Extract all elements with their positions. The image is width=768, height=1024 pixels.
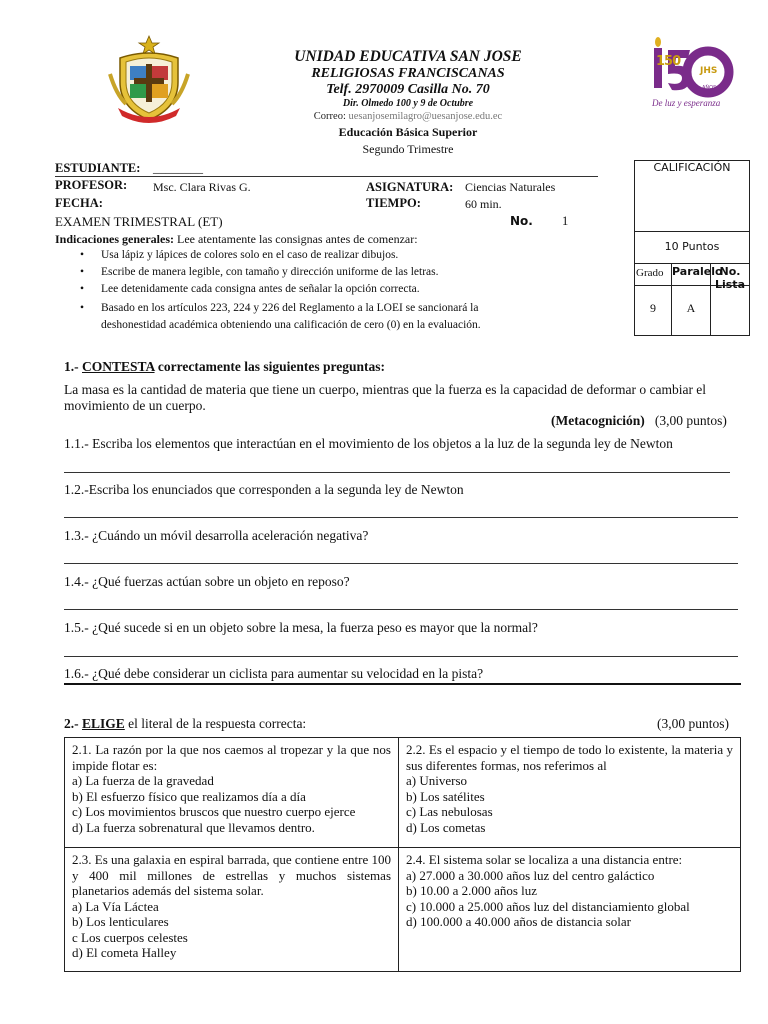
answer-line-1-1[interactable]: [64, 472, 730, 473]
grade-divider-2: [635, 263, 749, 264]
option-b[interactable]: b) Los satélites: [406, 788, 485, 804]
instruction-item: • Lee detenidamente cada consigna antes de señalar la opción correcta.: [80, 283, 420, 295]
exam-type: EXAMEN TRIMESTRAL (ET): [55, 214, 223, 229]
question-1-1: 1.1.- Escriba los elementos que interactúan en el movimiento de los objetos a la luz de la segunda ley de Newton: [64, 436, 673, 451]
answer-line-1-4[interactable]: [64, 609, 738, 610]
student-name-field[interactable]: ________: [153, 161, 203, 175]
instructions-label: Indicaciones generales:: [55, 232, 174, 246]
education-level: Educación Básica Superior: [338, 125, 478, 139]
bullet-icon: •: [80, 283, 85, 295]
exam-number-value: 1: [562, 214, 569, 228]
instruction-item: • Basado en los artículos 223, 224 y 226 del Reglamento a la LOEI se sancionará la: [80, 302, 479, 314]
religious-order: RELIGIOSAS FRANCISCANAS: [311, 66, 505, 81]
subject-value: Ciencias Naturales: [465, 180, 556, 194]
question-2-2-stem: 2.2. Es el espacio y el tiempo de todo lo existente, la materia y sus diferentes formas, nos referimos al: [406, 742, 733, 773]
anniversary-motto: De luz y esperanza: [652, 98, 721, 108]
option-c[interactable]: c) Los movimientos bruscos que nuestro cuerpo ejerce: [72, 804, 356, 819]
school-term: Segundo Trimestre: [362, 142, 454, 156]
option-a[interactable]: a) La Vía Láctea: [72, 898, 159, 914]
question-2-1-cell: [64, 737, 399, 848]
time-label: TIEMPO:: [366, 196, 421, 210]
anniversary-years: AÑOS: [702, 85, 717, 91]
email-line: [230, 111, 586, 122]
option-c[interactable]: c) 10.000 a 25.000 años luz del distanciamiento global: [406, 898, 690, 914]
question-1-6: 1.6.- ¿Qué debe considerar un ciclista para aumentar su velocidad en la pista?: [64, 666, 484, 681]
option-d[interactable]: d) 100.000 a 40.000 años de distancia solar: [406, 914, 631, 929]
section1-points-line: [551, 413, 727, 429]
school-crest-logo: [106, 34, 192, 126]
question-2-3-stem: 2.3. Es una galaxia en espiral barrada, que contiene entre 100 y 400 mil millones de estrellas y muchos sistemas planetarios además del sistema solar.: [72, 852, 391, 898]
exam-number-label: No.: [510, 214, 533, 228]
school-address: Dir. Olmedo 100 y 9 de Octubre: [342, 98, 474, 109]
student-label: ESTUDIANTE:: [55, 161, 141, 175]
bullet-icon: •: [80, 302, 85, 314]
question-1-5: 1.5.- ¿Qué sucede si en un objeto sobre la mesa, la fuerza peso es mayor que la normal?: [64, 620, 538, 635]
question-1-4: 1.4.- ¿Qué fuerzas actúan sobre un objeto en reposo?: [64, 574, 350, 589]
answer-line-1-2[interactable]: [64, 517, 738, 518]
section1-intro: La masa es la cantidad de materia que tiene un cuerpo, mientras que la fuerza es la capacidad de deformar o cambiar el movimiento de un cuerpo.: [64, 382, 707, 413]
option-a[interactable]: a) La fuerza de la gravedad: [72, 773, 214, 788]
anniversary-jhs: JHS: [700, 66, 718, 76]
option-a[interactable]: a) 27.000 a 30.000 años luz del centro galáctico: [406, 867, 655, 883]
grade-col-lista: No. Lista: [714, 265, 745, 291]
section1-heading: 1.- CONTESTA correctamente las siguientes preguntas:: [64, 359, 385, 374]
professor-value: Msc. Clara Rivas G.: [153, 180, 251, 194]
option-d[interactable]: d) El cometa Halley: [72, 945, 177, 960]
instructions-heading: [55, 232, 418, 247]
option-c[interactable]: c Los cuerpos celestes: [72, 929, 188, 945]
email-address[interactable]: uesanjosemilagro@uesanjose.edu.ec: [348, 111, 503, 122]
grade-box: [634, 160, 750, 336]
option-a[interactable]: a) Universo: [406, 773, 468, 788]
answer-line-1-3[interactable]: [64, 563, 738, 564]
question-2-4-stem: 2.4. El sistema solar se localiza a una distancia entre:: [406, 852, 683, 867]
bullet-icon: •: [80, 266, 85, 278]
date-label: FECHA:: [55, 196, 103, 210]
question-1-3: 1.3.- ¿Cuándo un móvil desarrolla aceleración negativa?: [64, 528, 369, 543]
question-2-3-cell: [64, 847, 399, 972]
anniversary-logo: [648, 36, 740, 116]
option-d[interactable]: d) Los cometas: [406, 819, 486, 835]
option-b[interactable]: b) El esfuerzo físico que realizamos día a día: [72, 788, 306, 804]
option-b[interactable]: b) Los lenticulares: [72, 914, 169, 929]
instructions-intro: Lee atentamente las consignas antes de comenzar:: [174, 232, 418, 246]
instruction-item: • Escribe de manera legible, con tamaño y dirección uniforme de las letras.: [80, 266, 439, 278]
student-underline: [55, 176, 598, 177]
section1-keyword: CONTESTA: [82, 359, 155, 374]
option-b[interactable]: b) 10.00 a 2.000 años luz: [406, 883, 538, 898]
school-name: UNIDAD EDUCATIVA SAN JOSE: [294, 48, 522, 65]
answer-line-1-5[interactable]: [64, 656, 738, 657]
option-d[interactable]: d) La fuerza sobrenatural que llevamos dentro.: [72, 819, 315, 835]
bullet-icon: •: [80, 249, 85, 261]
section2-heading: 2.- ELIGE el literal de la respuesta correcta:: [64, 716, 307, 731]
question-2-2-cell: [398, 737, 741, 848]
parallel-value: A: [686, 301, 696, 315]
time-value: 60 min.: [465, 197, 502, 211]
school-phone: Telf. 2970009 Casilla No. 70: [326, 82, 490, 97]
question-2-4-cell: [398, 847, 741, 972]
question-1-2: 1.2.-Escriba los enunciados que corresponden a la segunda ley de Newton: [64, 482, 464, 497]
grade-divider-1: [635, 231, 749, 232]
question-2-1-stem: 2.1. La razón por la que nos caemos al tropezar y la que nos impide flotar es:: [72, 742, 391, 773]
grade-points: 10 Puntos: [664, 240, 720, 253]
section2-keyword: ELIGE: [82, 716, 125, 731]
instruction-item-continued: deshonestidad académica obteniendo una calificación de cero (0) en la evaluación.: [101, 319, 481, 331]
section1-points: (3,00 puntos): [654, 413, 727, 428]
option-c[interactable]: c) Las nebulosas: [406, 804, 493, 819]
answer-line-1-6[interactable]: [64, 683, 741, 685]
grade-title: CALIFICACIÓN: [653, 161, 731, 174]
grade-col-paralelo: Paralelo: [672, 265, 723, 278]
metacognition-tag: (Metacognición): [551, 413, 645, 428]
instruction-item: • Usa lápiz y lápices de colores solo en el caso de realizar dibujos.: [80, 249, 399, 261]
section2-points: (3,00 puntos): [657, 716, 729, 731]
professor-label: PROFESOR:: [55, 178, 128, 192]
grade-col-grado: Grado: [636, 267, 664, 279]
grade-value: 9: [650, 301, 656, 315]
anniversary-number: 150: [656, 54, 681, 69]
subject-label: ASIGNATURA:: [366, 180, 454, 194]
email-label: Correo:: [313, 111, 346, 122]
